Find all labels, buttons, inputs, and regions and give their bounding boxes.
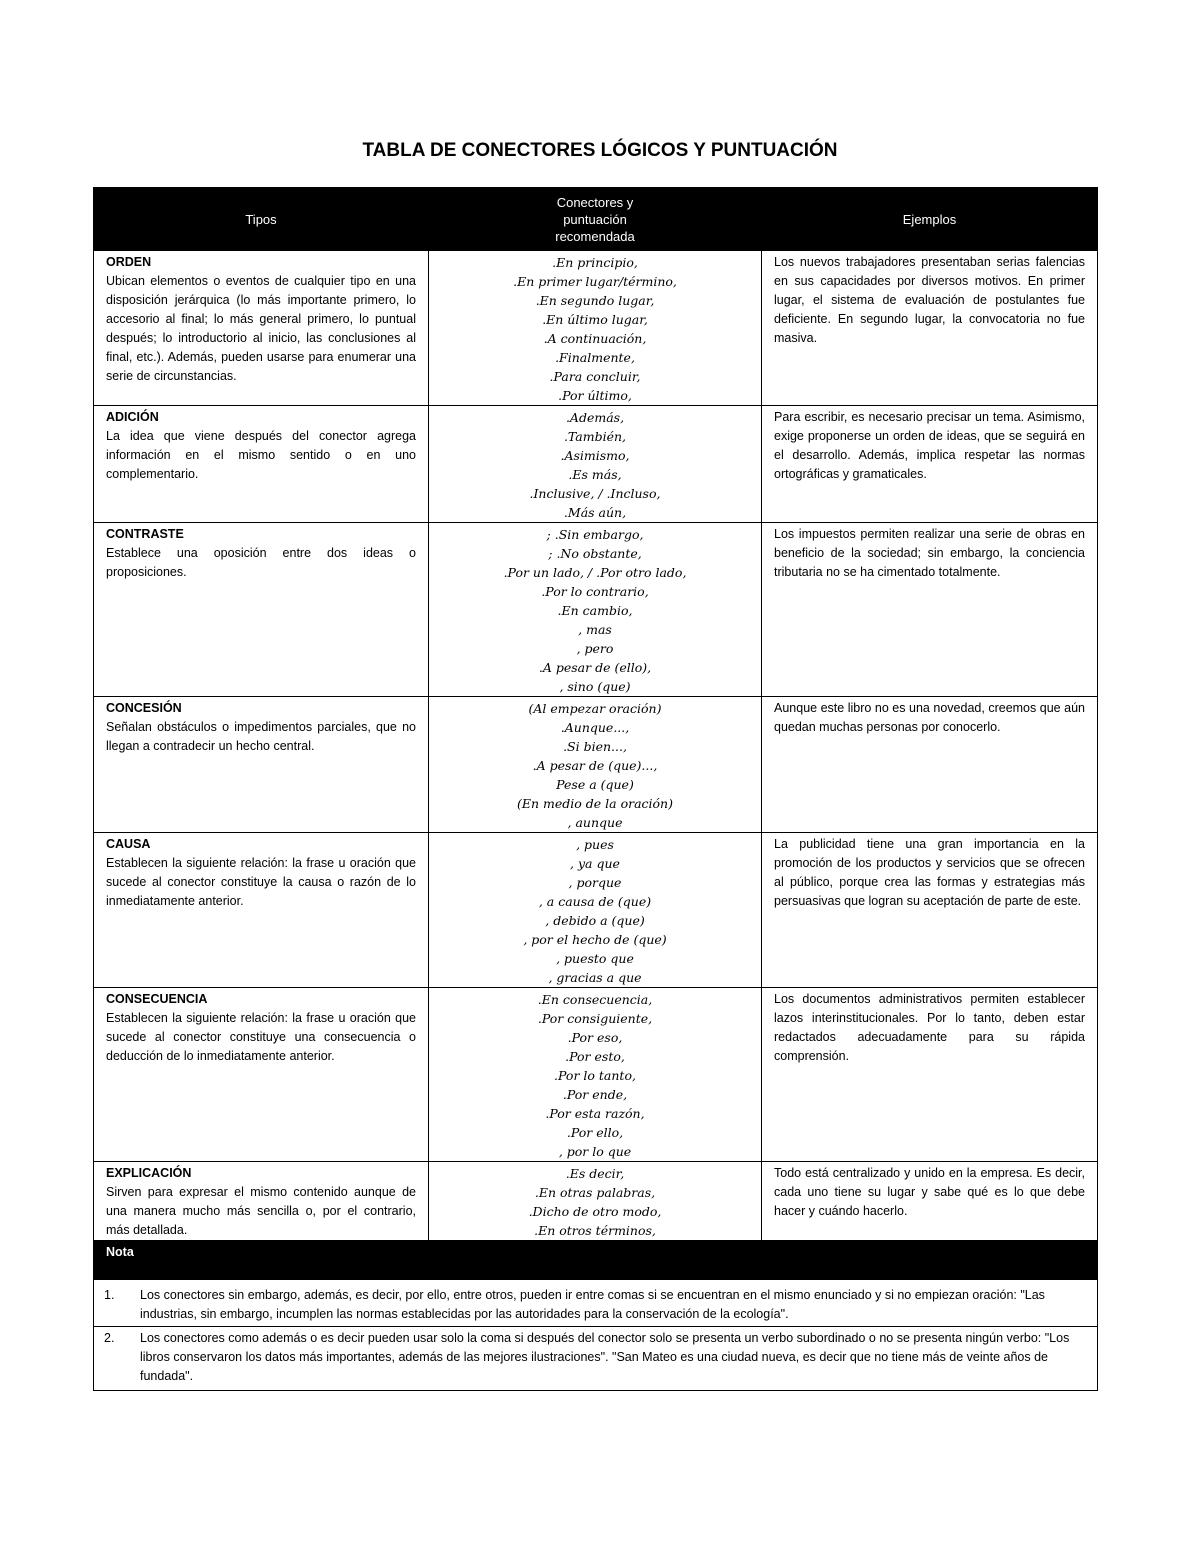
connector-item: .A pesar de (ello), [538,660,652,675]
connector-item: , porque [568,875,622,890]
connector-item: .En cambio, [557,603,633,618]
connectors-cell [429,988,762,1162]
table-row [94,697,1098,833]
connector-item: .Asimismo, [560,448,630,463]
connector-item: .En otros términos, [534,1223,656,1238]
example-cell: Los nuevos trabajadores presentaban serias falencias en sus capacidades por diversos motivos. En primer lugar, el sistema de evaluación de postulantes fue deficiente. En segundo lugar, la convocatoria no fue masiva. [762,251,1098,406]
tipo-cell [94,988,429,1162]
connector-item: .Por ello, [566,1125,624,1140]
connector-item: .En último lugar, [542,312,648,327]
example-cell: Todo está centralizado y unido en la empresa. Es decir, cada uno tiene su lugar y sabe qué es lo que debe hacer y cuándo hacerlo. [762,1162,1098,1241]
connector-item: .En consecuencia, [537,992,653,1007]
tipo-cell [94,697,429,833]
tipo-cell [94,406,429,523]
connector-item: , aunque [567,815,623,830]
connector-item: .A pesar de (que)..., [532,758,658,773]
nota-header-row [94,1241,1098,1280]
connector-item: , mas [578,622,612,637]
header-ejemplos: Ejemplos [762,188,1098,251]
connector-item: , sino (que) [559,679,631,694]
table-row [94,988,1098,1162]
connector-item: .También, [563,429,627,444]
connector-item: .Por lo tanto, [554,1068,636,1083]
tipo-cell [94,523,429,697]
connector-item: .Es decir, [565,1166,625,1181]
example-cell: Para escribir, es necesario precisar un tema. Asimismo, exige proponerse un orden de ideas, que se seguirá en el desarrollo. Además, implica respetar las normas ortográficas y gramaticales. [762,406,1098,523]
connector-item: Pese a (que) [556,777,634,792]
tipo-cell [94,251,429,406]
nota-text: Los conectores como además o es decir pueden usar solo la coma si después del conector solo se presenta un verbo subordinado o no se presenta ningún verbo: "Los libros conservaron los datos más importantes, además de las mejores ilustraciones". "San Mateo es una ciudad nueva, es decir que no tiene más de veinte años de fundada". [140,1331,1070,1383]
connector-item: , debido a (que) [545,913,645,928]
connectors-cell [429,251,762,406]
connectors-cell [429,1162,762,1241]
connector-item: ; .No obstante, [548,546,642,561]
tipo-description: Establecen la siguiente relación: la frase u oración que sucede al conector constituye la causa o razón de lo inmediatamente anterior. [106,856,416,908]
connector-item: .Es más, [568,467,622,482]
tipo-name: CONCESIÓN [106,701,182,715]
connector-item: .Por esto, [565,1049,625,1064]
table-header-row [94,188,1098,251]
table-row [94,833,1098,988]
page-title: TABLA DE CONECTORES LÓGICOS Y PUNTUACIÓN [362,140,838,161]
connector-item: .A continuación, [543,331,647,346]
nota-text: Los conectores sin embargo, además, es decir, por ello, entre otros, pueden ir entre comas si se encuentran en el mismo enunciado y si no empiezan oración: "Las industrias, sin embargo, incumplen las normas establecidas por las autoridades para la conservación de la ecología". [140,1288,1045,1321]
connector-item: .Por un lado, / .Por otro lado, [503,565,687,580]
connector-item: .Por último, [558,388,632,403]
connector-item: .Para concluir, [549,369,641,384]
connector-item: .Si bien..., [563,739,627,754]
connector-item: .Por consiguiente, [537,1011,653,1026]
tipo-description: Establece una oposición entre dos ideas o proposiciones. [106,546,416,579]
tipo-name: ORDEN [106,255,152,269]
tipo-description: Sirven para expresar el mismo contenido aunque de una manera mucho más sencilla o, por el contrario, más detallada. [106,1185,416,1237]
nota-label: Nota [94,1241,1098,1280]
tipo-description: Ubican elementos o eventos de cualquier tipo en una disposición jerárquica (lo más importante primero, lo accesorio al final; lo más general primero, lo puntual después; lo introductorio al inicio, las conclusiones al final, etc.). Además, pueden usarse para enumerar una serie de circunstancias. [106,274,416,383]
tipo-name: CONSECUENCIA [106,992,208,1006]
connector-item: .Por esta razón, [545,1106,645,1121]
header-tipos: Tipos [94,188,429,251]
table-row [94,523,1098,697]
example-cell: Aunque este libro no es una novedad, creemos que aún quedan muchas personas por conocerlo. [762,697,1098,833]
table-row [94,251,1098,406]
connectors-table [93,187,1098,1391]
connectors-cell [429,406,762,523]
connector-item: .Por ende, [562,1087,628,1102]
connector-item: .Aunque..., [560,720,630,735]
connector-item: , por el hecho de (que) [523,932,667,947]
nota-number: 2. [104,1331,115,1345]
tipo-name: CAUSA [106,837,151,851]
connector-item: .En primer lugar/término, [513,274,677,289]
example-cell: Los documentos administrativos permiten establecer lazos interinstitucionales. Por lo tanto, deben estar redactados adecuadamente para su rápida comprensión. [762,988,1098,1162]
example-cell: Los impuestos permiten realizar una serie de obras en beneficio de la sociedad; sin embargo, la conciencia tributaria no se ha cimentado totalmente. [762,523,1098,697]
connector-item: .En segundo lugar, [535,293,655,308]
nota-number: 1. [104,1288,115,1302]
connector-item: .En principio, [552,255,638,270]
tipo-description: La idea que viene después del conector agrega información en el mismo sentido o en uno complementario. [106,429,416,481]
connector-item: .Además, [565,410,625,425]
tipo-cell [94,833,429,988]
connector-item: , gracias a que [548,970,642,985]
connectors-cell [429,833,762,988]
connector-item: .Por lo contrario, [541,584,649,599]
connector-item: (En medio de la oración) [517,796,673,811]
connectors-cell [429,523,762,697]
example-cell: La publicidad tiene una gran importancia en la promoción de los productos y servicios que se ofrecen al público, porque crea las formas y estrategias más persuasivas que logran su aceptación de parte de este. [762,833,1098,988]
connector-item: , por lo que [558,1144,632,1159]
connector-item: .Finalmente, [555,350,635,365]
tipo-cell [94,1162,429,1241]
connector-item: (Al empezar oración) [528,701,662,716]
connectors-cell [429,697,762,833]
connector-item: .Inclusive, / .Incluso, [529,486,661,501]
tipo-name: ADICIÓN [106,410,159,424]
connector-item: ; .Sin embargo, [546,527,644,542]
table-row [94,406,1098,523]
tipo-description: Señalan obstáculos o impedimentos parciales, que no llegan a contradecir un hecho central. [106,720,416,753]
connector-item: , puesto que [556,951,634,966]
nota-item [94,1327,1098,1391]
tipo-name: CONTRASTE [106,527,184,541]
table-row [94,1162,1098,1241]
header-conectores: Conectores y puntuación recomendada [429,188,762,251]
connector-item: , pero [576,641,614,656]
connector-item: , pues [576,837,614,852]
connector-item: , a causa de (que) [538,894,652,909]
connector-item: , ya que [570,856,620,871]
tipo-description: Establecen la siguiente relación: la frase u oración que sucede al conector constituye una consecuencia o deducción de lo inmediatamente anterior. [106,1011,416,1063]
nota-item [94,1280,1098,1327]
connector-item: .Por eso, [567,1030,623,1045]
connector-item: .En otras palabras, [534,1185,656,1200]
tipo-name: EXPLICACIÓN [106,1166,192,1180]
connector-item: .Más aún, [563,505,627,520]
connector-item: .Dicho de otro modo, [528,1204,662,1219]
